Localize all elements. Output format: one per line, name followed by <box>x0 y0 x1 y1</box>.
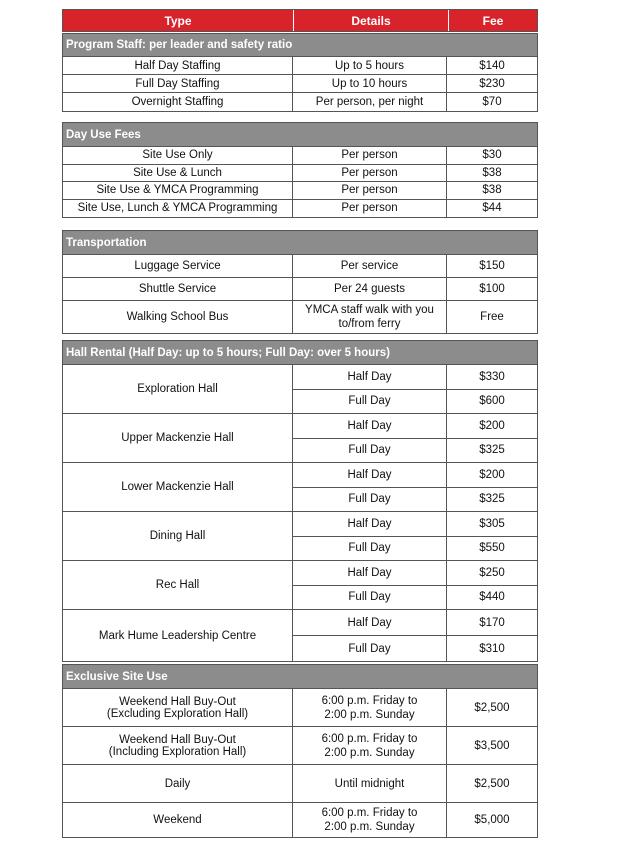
table-row <box>63 200 537 218</box>
fee-cell: $2,500 <box>474 701 510 714</box>
details-cell: Per person <box>293 165 447 182</box>
details-cell: Up to 5 hours <box>293 57 447 74</box>
details-cell: 6:00 p.m. Friday to 2:00 p.m. Sunday <box>293 803 447 837</box>
table-row <box>63 165 537 183</box>
type-cell: Site Use & YMCA Programming <box>63 182 293 199</box>
header-fee: Fee <box>482 13 504 28</box>
hall-name: Dining Hall <box>63 512 293 560</box>
hall-group <box>63 610 537 661</box>
type-cell: Site Use Only <box>63 147 293 164</box>
details-cell: Per service <box>293 255 447 277</box>
details-cell: Until midnight <box>293 765 447 802</box>
half-day-fee: $170 <box>479 616 505 629</box>
type-cell: Weekend Hall Buy-Out (Including Exploration Hall) <box>63 727 293 764</box>
full-day-label: Full Day <box>293 586 447 610</box>
table-row <box>63 182 537 200</box>
hall-group <box>63 561 537 610</box>
section-title: Transportation <box>63 231 537 255</box>
full-day-fee: $550 <box>479 542 505 555</box>
hall-name: Lower Mackenzie Hall <box>63 463 293 511</box>
hall-group <box>63 365 537 414</box>
table-header <box>62 9 538 32</box>
full-day-fee: $325 <box>479 493 505 506</box>
full-day-label: Full Day <box>293 488 447 512</box>
type-cell: Overnight Staffing <box>63 93 293 111</box>
program-staff-section <box>62 33 538 112</box>
fee-cell: $140 <box>479 59 505 72</box>
details-cell: Per person <box>293 200 447 218</box>
type-cell: Daily <box>63 765 293 802</box>
exclusive-section <box>62 664 538 838</box>
details-cell: Per person <box>293 147 447 164</box>
full-day-label: Full Day <box>293 636 447 661</box>
hall-rental-section <box>62 340 538 662</box>
full-day-label: Full Day <box>293 439 447 463</box>
details-cell: Per person <box>293 182 447 199</box>
full-day-fee: $600 <box>479 395 505 408</box>
half-day-fee: $250 <box>479 566 505 579</box>
table-row <box>63 765 537 803</box>
fee-cell: $44 <box>482 202 502 215</box>
header-row <box>63 10 537 31</box>
half-day-fee: $200 <box>479 419 505 432</box>
hall-name: Upper Mackenzie Hall <box>63 414 293 462</box>
type-cell: Weekend Hall Buy-Out (Excluding Exploration Hall) <box>63 689 293 726</box>
type-cell: Weekend <box>63 803 293 837</box>
details-cell: YMCA staff walk with you to/from ferry <box>293 301 447 333</box>
table-row <box>63 93 537 111</box>
table-row <box>63 75 537 93</box>
half-day-label: Half Day <box>293 610 447 635</box>
type-cell: Luggage Service <box>63 255 293 277</box>
full-day-fee: $440 <box>479 591 505 604</box>
half-day-label: Half Day <box>293 463 447 487</box>
type-cell: Shuttle Service <box>63 278 293 300</box>
hall-group <box>63 414 537 463</box>
table-row <box>63 689 537 727</box>
fee-cell: $5,000 <box>474 814 510 826</box>
half-day-label: Half Day <box>293 512 447 536</box>
section-title: Hall Rental (Half Day: up to 5 hours; Full Day: over 5 hours) <box>63 341 537 365</box>
type-cell: Half Day Staffing <box>63 57 293 74</box>
details-cell: 6:00 p.m. Friday to 2:00 p.m. Sunday <box>293 689 447 726</box>
half-day-fee: $330 <box>479 370 505 383</box>
section-title: Exclusive Site Use <box>63 665 537 689</box>
details-cell: Per 24 guests <box>293 278 447 300</box>
fee-cell: $100 <box>479 283 505 295</box>
full-day-label: Full Day <box>293 537 447 561</box>
type-cell: Site Use & Lunch <box>63 165 293 182</box>
header-type: Type <box>63 10 294 31</box>
fee-cell: $230 <box>479 77 505 90</box>
hall-name: Exploration Hall <box>63 365 293 413</box>
fee-cell: $2,500 <box>474 777 510 790</box>
type-cell: Site Use, Lunch & YMCA Programming <box>63 200 293 218</box>
fee-cell: $150 <box>479 260 505 272</box>
type-cell: Full Day Staffing <box>63 75 293 92</box>
fee-cell: $70 <box>482 96 502 108</box>
header-details: Details <box>294 10 449 31</box>
table-row <box>63 727 537 765</box>
fee-cell: $30 <box>482 149 502 162</box>
hall-name: Rec Hall <box>63 561 293 609</box>
hall-group <box>63 512 537 561</box>
transportation-section <box>62 230 538 334</box>
fee-cell: $3,500 <box>474 739 510 752</box>
full-day-label: Full Day <box>293 390 447 414</box>
details-cell: Per person, per night <box>293 93 447 111</box>
details-cell: 6:00 p.m. Friday to 2:00 p.m. Sunday <box>293 727 447 764</box>
table-row <box>63 278 537 301</box>
half-day-label: Half Day <box>293 365 447 389</box>
hall-group <box>63 463 537 512</box>
half-day-label: Half Day <box>293 561 447 585</box>
section-title: Program Staff: per leader and safety ratio <box>63 34 537 57</box>
table-row <box>63 803 537 837</box>
full-day-fee: $310 <box>479 642 505 655</box>
fee-cell: $38 <box>482 184 502 197</box>
table-row <box>63 301 537 333</box>
half-day-label: Half Day <box>293 414 447 438</box>
table-row <box>63 57 537 75</box>
half-day-fee: $200 <box>479 468 505 481</box>
half-day-fee: $305 <box>479 517 505 530</box>
section-title: Day Use Fees <box>63 123 537 147</box>
hall-name: Mark Hume Leadership Centre <box>63 610 293 661</box>
details-cell: Up to 10 hours <box>293 75 447 92</box>
table-row <box>63 255 537 278</box>
fee-cell: Free <box>480 311 504 323</box>
full-day-fee: $325 <box>479 444 505 457</box>
day-use-section <box>62 122 538 218</box>
table-row <box>63 147 537 165</box>
fee-cell: $38 <box>482 166 502 179</box>
type-cell: Walking School Bus <box>63 301 293 333</box>
